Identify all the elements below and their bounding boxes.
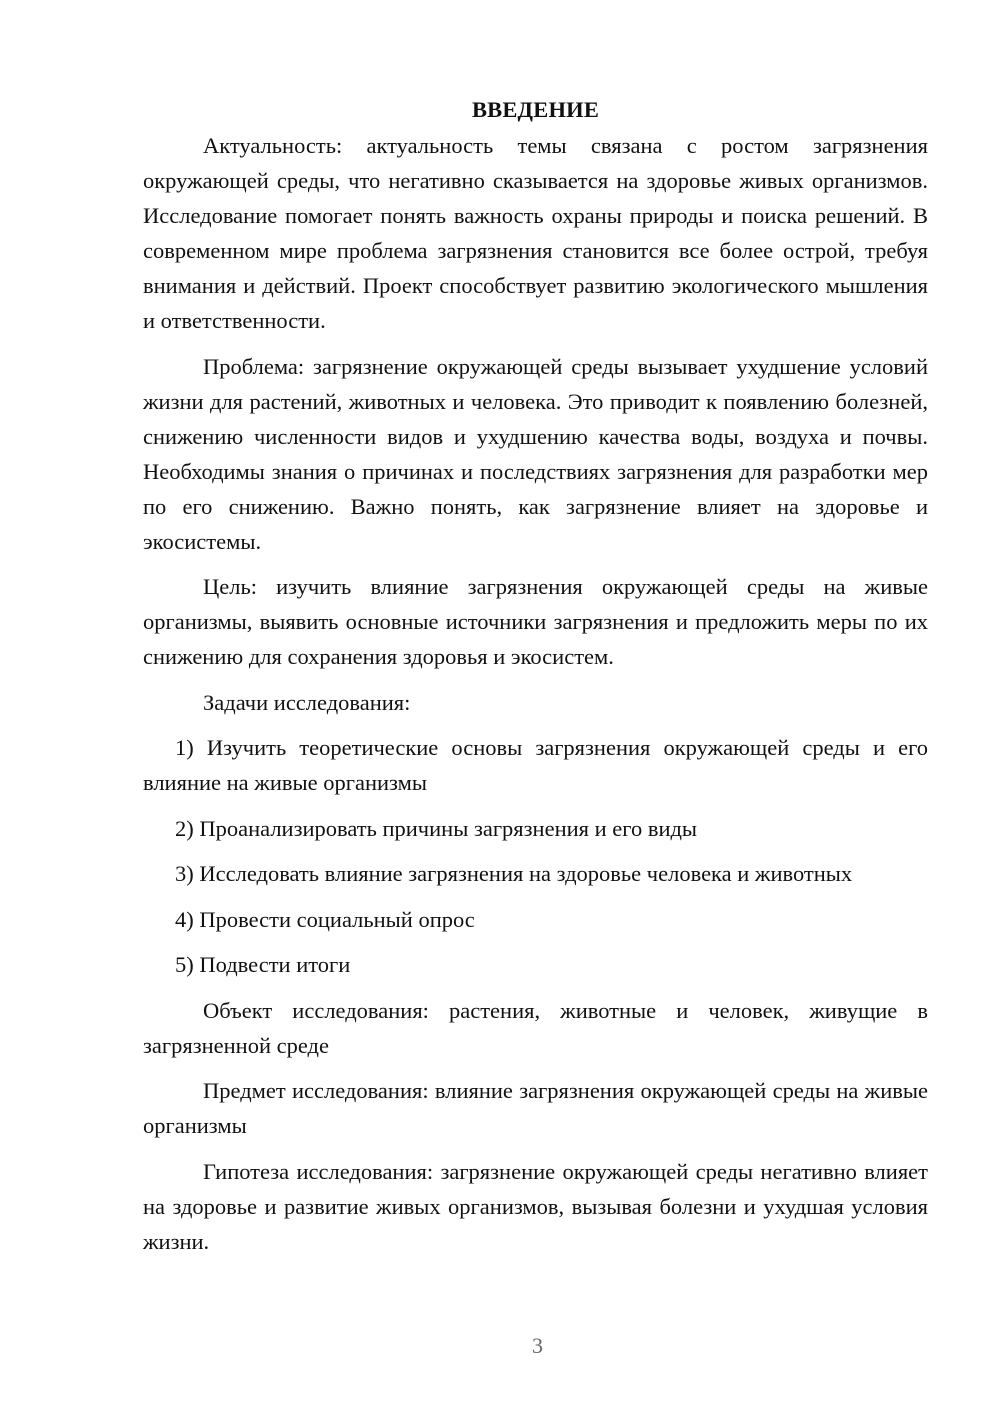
section-title: ВВЕДЕНИЕ: [471, 97, 600, 122]
relevance-paragraph: Актуальность: актуальность темы связана с ростом загрязнения окружающей среды, что негативно сказывается на здоровье живых организмов. Исследование помогает понять важность охраны природы и поиска решений. В современном мире проблема загрязнения становится все более острой, требуя внимания и действий. Проект способствует развитию экологического мышления и ответственности.: [143, 133, 928, 333]
task-item: 3) Исследовать влияние загрязнения на здоровье человека и животных: [175, 861, 853, 886]
task-item: 1) Изучить теоретические основы загрязнения окружающей среды и его влияние на живые организмы: [143, 735, 928, 795]
object-paragraph: Объект исследования: растения, животные и человек, живущие в загрязненной среде: [143, 997, 928, 1058]
goal-paragraph: Цель: изучить влияние загрязнения окружающей среды на живые организмы, выявить основные источники загрязнения и предложить меры по их снижению для сохранения здоровья и экосистем.: [143, 574, 928, 669]
task-item: 4) Провести социальный опрос: [175, 906, 475, 932]
page-number: 3: [532, 1333, 543, 1358]
tasks-heading: Задачи исследования:: [203, 689, 411, 715]
task-item: 2) Проанализировать причины загрязнения и его виды: [175, 815, 698, 841]
page-content: [143, 92, 928, 1269]
task-item: 5) Подвести итоги: [175, 952, 351, 977]
hypothesis-paragraph: Гипотеза исследования: загрязнение окружающей среды негативно влияет на здоровье и развитие живых организмов, вызывая болезни и ухудшая условия жизни.: [143, 1158, 928, 1254]
subject-paragraph: Предмет исследования: влияние загрязнения окружающей среды на живые организмы: [143, 1078, 928, 1138]
problem-paragraph: Проблема: загрязнение окружающей среды вызывает ухудшение условий жизни для растений, животных и человека. Это приводит к появлению болезней, снижению численности видов и ухудшению качества воды, воздуха и почвы. Необходимы знания о причинах и последствиях загрязнения для разработки мер по его снижению. Важно понять, как загрязнение влияет на здоровье и экосистемы.: [143, 353, 928, 554]
